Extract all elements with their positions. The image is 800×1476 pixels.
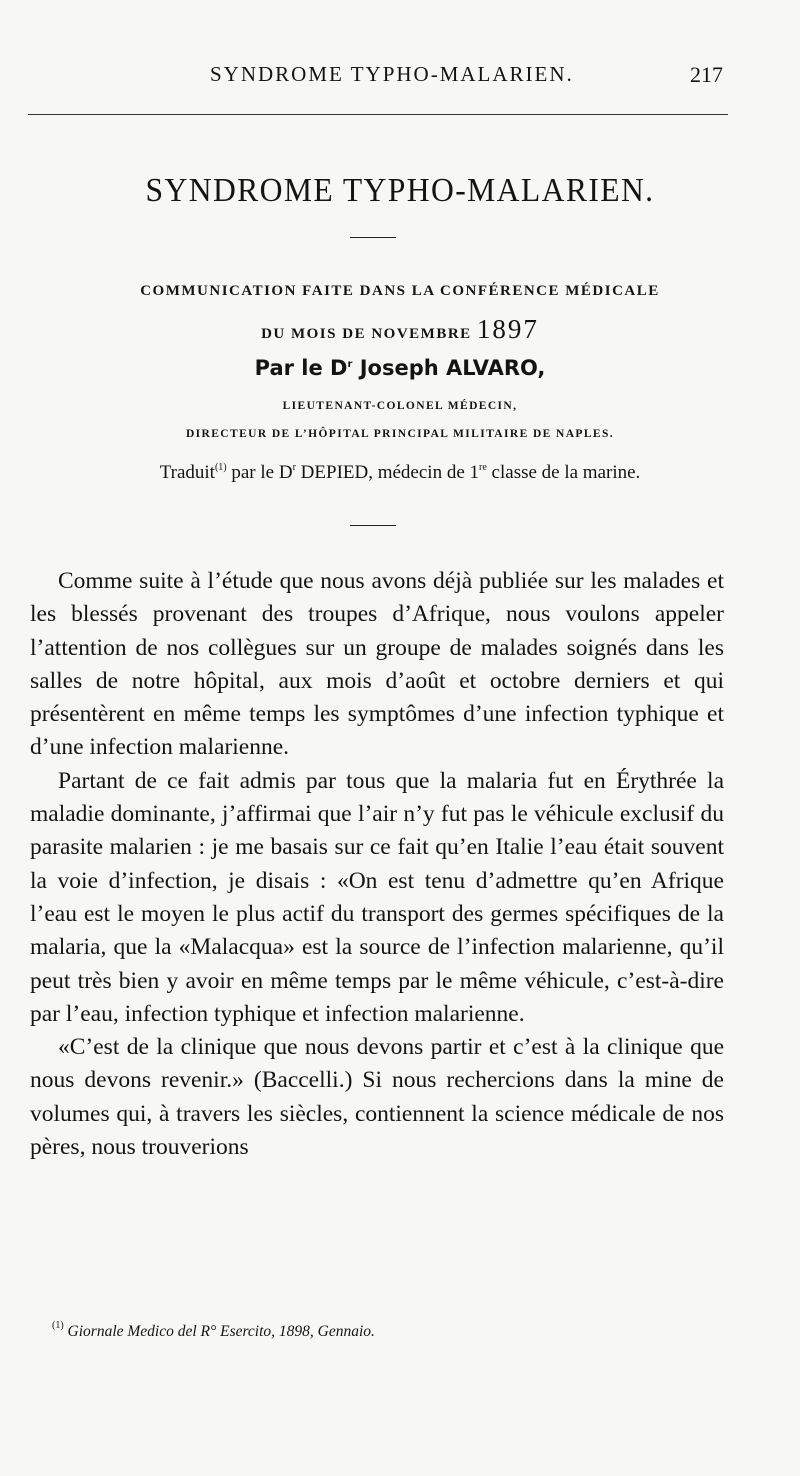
translator-name: DEPIED, médecin de 1: [300, 462, 480, 483]
paragraph: Comme suite à l’étude que nous avons déjà publiée sur les malades et les blessés provenant des troupes d’Afrique, nous voulons appeler l’attention de nos collègues sur un groupe de malades soignés dans les salles de notre hôpital, aux mois d’août et octobre derniers et qui présentèrent en même temps les symptômes d’une infection typhique et d’une infection malarienne.: [30, 568, 724, 761]
paragraph: Partant de ce fait admis par tous que la malaria fut en Érythrée la maladie dominante, j’affirmai que l’air n’y fut pas le véhicule exclusif du parasite malarien : je me basais sur ce fait qu’en Italie l’eau était souvent la voie d’infection, je disais : «On est tenu d’admettre qu’en Afrique l’eau est le moyen le plus actif du transport des germes spécifiques de la malaria, que la «Malacqua» est la source de l’infection malarienne, qu’il peut très bien y avoir en même temps par le même véhicule, c’est-à-dire par l’eau, infection typhique et infection malarienne.: [30, 767, 724, 1027]
running-head: [0, 62, 800, 92]
communication-line-1: COMMUNICATION FAITE DANS LA CONFÉRENCE MÉDICALE: [140, 283, 660, 299]
page-number: 217: [690, 62, 723, 87]
translator-title-sup: r: [292, 462, 296, 473]
author-line: [0, 356, 800, 380]
author-position: DIRECTEUR DE L’HÔPITAL PRINCIPAL MILITAIRE DE NAPLES.: [185, 428, 615, 440]
author-prefix: Par le D: [254, 356, 348, 380]
communication-line-2: [0, 314, 800, 345]
footnote-reference: (1): [214, 462, 227, 473]
translator-line: [0, 462, 800, 484]
author-rank: LIEUTENANT-COLONEL MÉDECIN,: [282, 400, 518, 412]
footnote: [52, 1320, 375, 1341]
footnote-text: Giornale Medico del R° Esercito, 1898, Gennaio.: [67, 1323, 375, 1340]
translator-end: classe de la marine.: [491, 462, 641, 483]
author-title-sup: r: [347, 359, 353, 370]
header-divider: [28, 114, 728, 115]
article-title: SYNDROME TYPHO-MALARIEN.: [145, 172, 655, 209]
footnote-mark: (1): [52, 1320, 64, 1331]
paragraph: «C’est de la clinique que nous devons partir et c’est à la clinique que nous devons revenir.» (Baccelli.) Si nous rechercions dans la mine de volumes qui, à travers les siècles, contiennent la science médicale de nos pères, nous trouverions: [30, 1034, 724, 1161]
title-divider: [350, 237, 396, 238]
communication-year: 1897: [476, 314, 539, 344]
translator-mid: par le D: [231, 462, 293, 483]
section-divider: [350, 525, 396, 526]
body-text: [30, 565, 724, 1164]
class-sup: re: [479, 462, 487, 473]
translator-prefix: Traduit: [159, 462, 215, 483]
running-title: SYNDROME TYPHO-MALARIEN.: [210, 62, 574, 86]
communication-month: DU MOIS DE NOVEMBRE: [261, 326, 472, 342]
author-name: Joseph ALVARO,: [359, 356, 546, 380]
